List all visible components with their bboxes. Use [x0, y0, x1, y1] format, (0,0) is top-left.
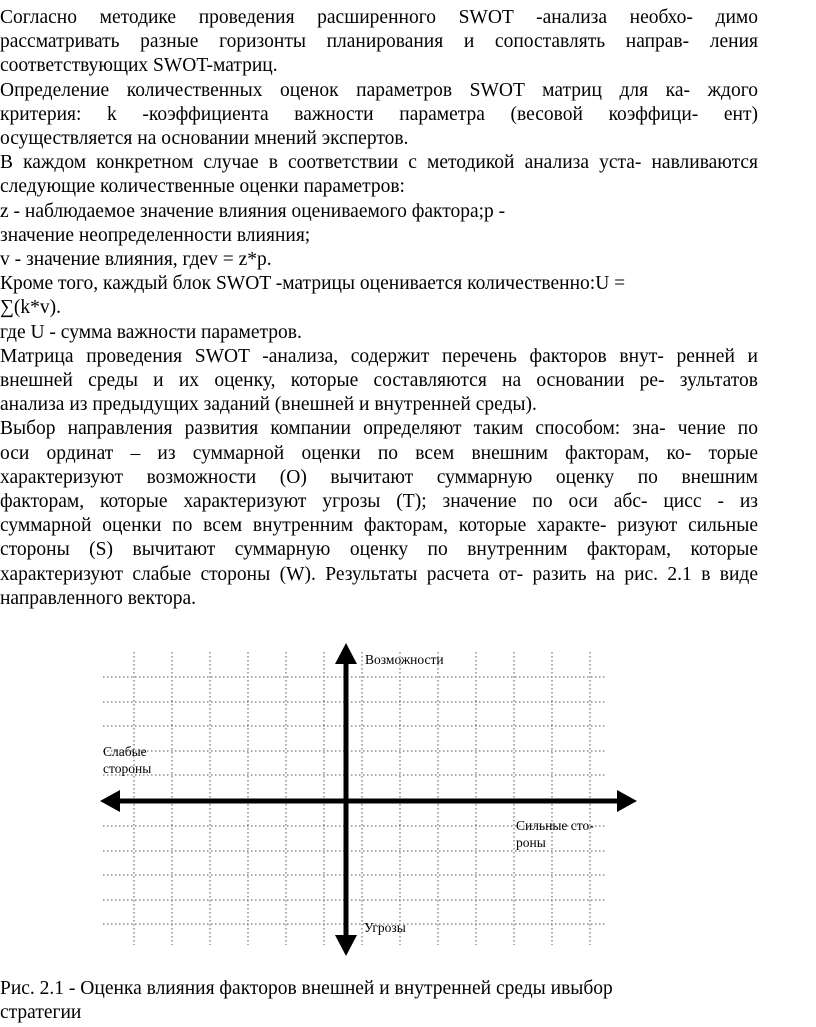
paragraph-5-line-2: внешней среды и их оценку, которые составляются на основании ре- зультатов: [0, 370, 758, 392]
label-threats: Угрозы: [364, 920, 406, 935]
paragraph-5-line-1: Матрица проведения SWOT -анализа, содержит перечень факторов внут- ренней и: [0, 345, 758, 367]
paragraph-6-line-1: Выбор направления развития компании определяют таким способом: зна- чение по: [0, 418, 758, 440]
right-arrowhead: [617, 790, 637, 812]
definition-v: v - значение влияния, гдеv = z*p.: [0, 249, 272, 271]
paragraph-1-line-1: Согласно методике проведения расширенного SWOT -анализа необхо- димо: [0, 7, 758, 28]
paragraph-2-line-3: осуществляется на основании мнений экспертов.: [0, 128, 409, 150]
paragraph-6-line-8: направленного вектора.: [0, 587, 197, 609]
paragraph-4-line-3: где U - сумма важности параметров.: [0, 321, 302, 343]
paragraph-4-line-1: Кроме того, каждый блок SWOT -матрицы оценивается количественно:U =: [0, 273, 626, 295]
figure-caption: [0, 977, 760, 1025]
top-arrowhead: [335, 643, 357, 664]
label-opportunities: Возможности: [365, 652, 444, 667]
definition-z: z - наблюдаемое значение влияния оцениваемого фактора;p -: [0, 200, 506, 222]
caption-line-2: стратегии: [0, 1002, 82, 1023]
paragraph-6-line-2: оси ординат – из суммарной оценки по всем внешним факторам, ко- торые: [0, 442, 758, 464]
label-weaknesses-line-2: стороны: [103, 761, 152, 776]
definition-p: значение неопределенности влияния;: [0, 224, 311, 246]
paragraph-2-line-1: Определение количественных оценок параметров SWOT матриц для ка- ждого: [0, 79, 758, 101]
bottom-arrowhead: [335, 935, 357, 956]
paragraph-6-line-7: характеризуют слабые стороны (W). Результаты расчета от- разить на рис. 2.1 в виде: [0, 563, 758, 585]
label-weaknesses-line-1: Слабые: [103, 744, 147, 759]
left-arrowhead: [100, 790, 120, 812]
caption-line-1: Рис. 2.1 - Оценка влияния факторов внешней и внутренней среды ивыбор: [0, 978, 613, 999]
label-strengths-line-1: Сильные сто-: [516, 818, 594, 833]
paragraph-2-line-2: критерия: k -коэффициента важности параметра (весовой коэффици- ент): [0, 103, 758, 125]
paragraph-5-line-3: анализа из предыдущих заданий (внешней и внутренней среды).: [0, 394, 537, 416]
paragraph-6-line-3: характеризуют возможности (O) вычитают суммарную оценку по внешним: [0, 466, 758, 488]
paragraph-1-line-2: рассматривать разные горизонты планирования и сопоставлять направ- ления: [0, 31, 758, 53]
label-strengths-line-2: роны: [516, 835, 546, 850]
paragraph-3-line-1: В каждом конкретном случае в соответствии с методикой анализа уста- навливаются: [0, 152, 758, 174]
paragraph-6-line-4: факторам, которые характеризуют угрозы (T); значение по оси абс- цисс - из: [0, 491, 758, 513]
paragraph-1-line-3: соответствующих SWOT-матриц.: [0, 55, 278, 77]
paragraph-6-line-5: суммарной оценки по всем внутренним факторам, которые характе- ризуют сильные: [0, 515, 758, 537]
paragraph-3-line-2: следующие количественные оценки параметров:: [0, 176, 405, 198]
paragraph-6-line-6: стороны (S) вычитают суммарную оценку по внутренним факторам, которые: [0, 539, 758, 561]
formula-sum: ∑(k*v).: [0, 297, 62, 319]
